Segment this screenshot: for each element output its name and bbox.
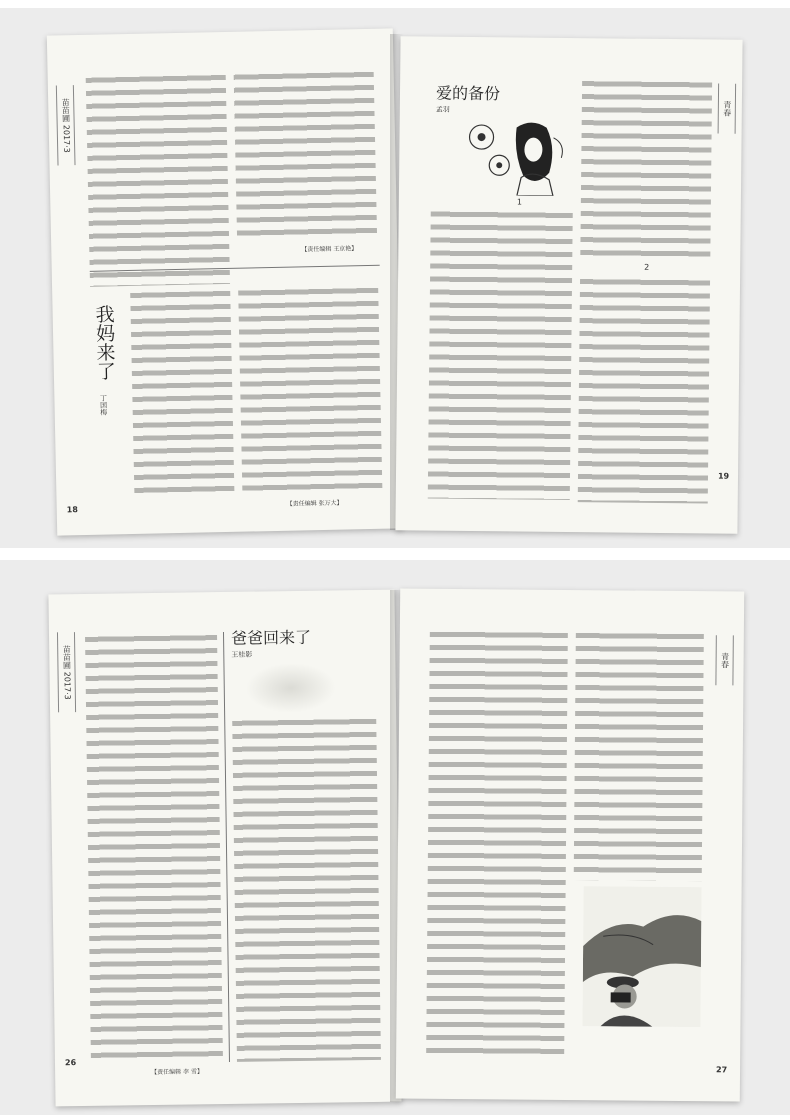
bottom-left-page [48,590,401,1107]
story-title: 爸爸回来了 [230,627,312,648]
man-with-camera-illustration [582,886,701,1027]
editor-credit: 【责任编辑 张万大】 [286,499,343,508]
top-spread-photo [0,8,790,548]
editor-credit: 【责任编辑 李 雪】 [151,1068,203,1077]
text-column [86,72,230,287]
page-number: 27 [716,1065,728,1075]
top-left-page [47,28,403,535]
text-column [238,285,382,496]
text-column [578,276,710,503]
side-tab: 青春 [715,635,733,685]
side-tab: 苗苗圃 2017·3 [56,85,76,165]
text-column [85,632,223,1064]
story-author: 丁国梅 [99,394,108,416]
editor-credit: 【责任编辑 王京艳】 [301,245,358,254]
side-tab: 苗苗圃 2017·3 [57,632,76,712]
story-author: 孟羽 [435,105,450,114]
top-right-page [395,36,742,534]
column-divider [223,632,230,1062]
text-column [428,209,573,500]
page-number: 19 [717,471,730,481]
girl-with-flowers-illustration [461,117,572,196]
text-column [574,630,704,881]
story-title: 爱的备份 [435,83,501,104]
side-tab: 青春 [718,84,737,134]
bottom-right-page [396,589,744,1102]
text-column [130,288,234,500]
faded-illustration [245,662,336,713]
bottom-spread-photo [0,560,790,1115]
text-column [426,629,568,1060]
page-number: 18 [66,505,78,515]
text-column [232,716,381,1062]
page-number: 26 [64,1058,77,1068]
section-number: 2 [644,262,650,272]
story-title: 我妈来了 [92,304,117,381]
section-number: 1 [516,197,523,207]
text-column [234,69,378,242]
text-column [580,78,712,259]
story-author: 王桂影 [231,650,253,659]
